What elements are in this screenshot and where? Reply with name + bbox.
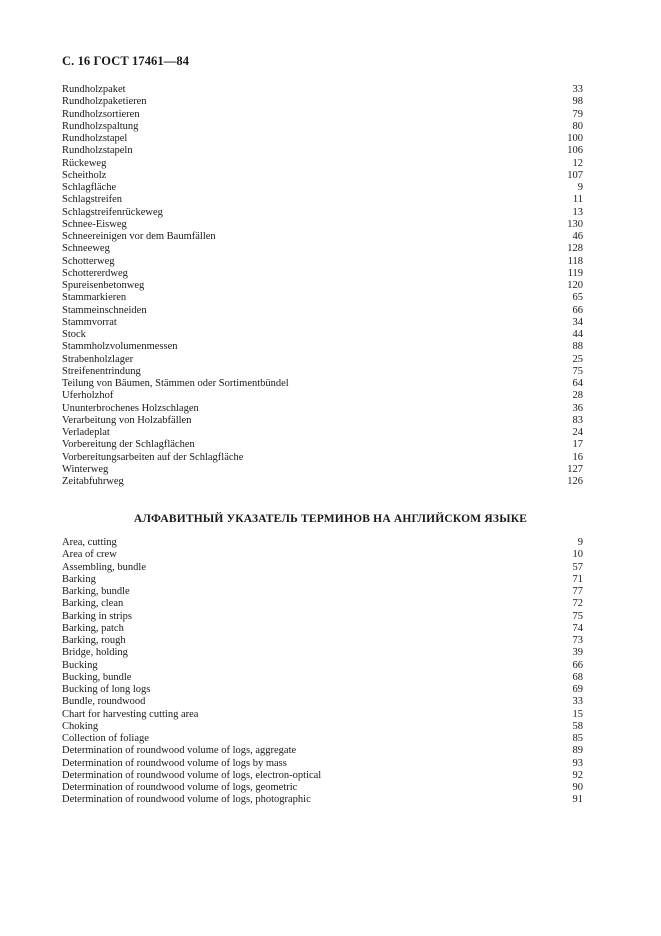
index-term: Schneeweg [62, 243, 110, 255]
index-page-number: 89 [572, 745, 583, 757]
index-entry [62, 611, 583, 623]
index-term: Schottererdweg [62, 267, 128, 279]
index-term: Strabenholzlager [62, 353, 134, 365]
index-term: Area of crew [62, 549, 117, 561]
index-entry [62, 121, 583, 133]
index-term: Determination of roundwood volume of logs, electron-optical [62, 769, 322, 781]
index-term: Barking in strips [62, 610, 132, 622]
index-entry [62, 562, 583, 574]
index-entry [62, 207, 583, 219]
index-page-number: 13 [572, 206, 583, 218]
index-page-number: 25 [572, 353, 583, 365]
index-term: Verarbeitung von Holzabfällen [62, 414, 192, 426]
index-page-number: 28 [572, 390, 583, 402]
index-page-number: 80 [572, 120, 583, 132]
index-entry [62, 268, 583, 280]
index-term: Stammholzvolumenmessen [62, 341, 178, 353]
index-page-number: 66 [572, 659, 583, 671]
index-page-number: 11 [572, 194, 583, 206]
index-page-number: 126 [567, 476, 583, 487]
index-term: Determination of roundwood volume of logs, geometric [62, 782, 298, 793]
index-entry [62, 598, 583, 610]
index-entry [62, 439, 583, 451]
index-term: Bundle, roundwood [62, 696, 146, 708]
index-page-number: 36 [572, 402, 583, 414]
index-page-number: 119 [567, 267, 583, 279]
index-entry [62, 574, 583, 586]
index-page-number: 107 [567, 169, 583, 181]
index-entry [62, 243, 583, 255]
index-page-number: 66 [572, 304, 583, 316]
index-term: Determination of roundwood volume of logs, aggregate [62, 745, 297, 757]
index-term: Bridge, holding [62, 647, 128, 659]
index-page-number: 83 [572, 414, 583, 426]
index-page-number: 33 [572, 84, 583, 95]
index-page-number: 85 [572, 733, 583, 744]
index-entry [62, 390, 583, 402]
index-page-number: 9 [577, 537, 583, 548]
index-term: Stock [62, 329, 86, 340]
index-term: Bucking [62, 659, 98, 671]
index-page-number: 73 [572, 635, 583, 646]
german-term-index [62, 84, 583, 488]
index-page-number: 15 [572, 708, 583, 720]
index-term: Streifenentrindung [62, 365, 141, 377]
index-term: Barking [62, 573, 96, 585]
index-page-number: 65 [572, 292, 583, 304]
index-entry [62, 672, 583, 684]
index-entry [62, 329, 583, 341]
index-page-number: 44 [572, 329, 583, 340]
index-page-number: 91 [572, 794, 583, 806]
index-page-number: 92 [572, 769, 583, 781]
index-term: Schlagfläche [62, 182, 117, 193]
index-term: Spureisenbetonweg [62, 280, 145, 291]
index-term: Bucking, bundle [62, 671, 132, 683]
index-term: Teilung von Bäumen, Stämmen oder Sortimentbündel [62, 378, 289, 389]
index-term: Rückeweg [62, 157, 107, 169]
index-term: Barking, clean [62, 598, 124, 610]
index-entry [62, 758, 583, 770]
index-entry [62, 219, 583, 231]
index-page-number: 72 [572, 598, 583, 610]
index-entry [62, 696, 583, 708]
index-entry [62, 733, 583, 745]
index-page-number: 46 [572, 231, 583, 242]
index-page-number: 79 [572, 108, 583, 120]
index-page-number: 74 [572, 622, 583, 634]
index-entry [62, 709, 583, 721]
index-page-number: 118 [567, 255, 583, 267]
index-page-number: 58 [572, 720, 583, 732]
index-page-number: 68 [572, 671, 583, 683]
index-term: Schnee-Eisweg [62, 218, 127, 230]
index-page-number: 90 [572, 782, 583, 793]
index-term: Collection of foliage [62, 733, 149, 744]
index-page-number: 33 [572, 696, 583, 708]
index-term: Rundholzpaket [62, 84, 126, 95]
index-term: Scheitholz [62, 169, 107, 181]
index-entry [62, 745, 583, 757]
index-term: Rundholzspaltung [62, 120, 139, 132]
index-term: Stammeinschneiden [62, 304, 147, 316]
index-entry [62, 403, 583, 415]
index-entry [62, 452, 583, 464]
index-entry [62, 660, 583, 672]
index-term: Winterweg [62, 463, 109, 475]
index-page-number: 120 [567, 280, 583, 291]
index-entry [62, 133, 583, 145]
index-page-number: 93 [572, 757, 583, 769]
index-term: Zeitabfuhrweg [62, 476, 124, 487]
index-page-number: 98 [572, 96, 583, 108]
english-term-index [62, 537, 583, 807]
index-term: Barking, bundle [62, 586, 130, 597]
index-entry [62, 170, 583, 182]
index-term: Bucking of long logs [62, 684, 151, 695]
index-page-number: 12 [572, 157, 583, 169]
index-term: Uferholzhof [62, 390, 114, 402]
index-page-number: 34 [572, 316, 583, 328]
index-term: Rundholzpaketieren [62, 96, 147, 108]
index-entry [62, 145, 583, 157]
index-term: Vorbereitungsarbeiten auf der Schlagfläche [62, 451, 244, 463]
index-term: Schlagstreifen [62, 194, 123, 206]
index-entry [62, 721, 583, 733]
index-term: Rundholzstapel [62, 133, 128, 144]
index-entry [62, 366, 583, 378]
index-entry [62, 96, 583, 108]
index-term: Stammvorrat [62, 316, 117, 328]
index-term: Rundholzstapeln [62, 145, 133, 157]
index-entry [62, 635, 583, 647]
index-entry [62, 684, 583, 696]
index-page-number: 75 [572, 610, 583, 622]
index-page-number: 64 [572, 378, 583, 389]
index-page-number: 75 [572, 365, 583, 377]
index-page-number: 71 [572, 573, 583, 585]
index-entry [62, 537, 583, 549]
page-header: С. 16 ГОСТ 17461—84 [62, 54, 190, 68]
index-term: Schotterweg [62, 255, 115, 267]
index-entry [62, 464, 583, 476]
index-entry [62, 84, 583, 96]
index-page-number: 106 [567, 145, 583, 157]
index-term: Vorbereitung der Schlagflächen [62, 439, 195, 451]
index-entry [62, 476, 583, 488]
index-page-number: 10 [572, 549, 583, 561]
index-page-number: 24 [572, 427, 583, 438]
index-page-number: 9 [577, 182, 583, 193]
index-entry [62, 378, 583, 390]
index-term: Stammarkieren [62, 292, 127, 304]
index-term: Barking, rough [62, 635, 126, 646]
index-page-number: 16 [572, 451, 583, 463]
index-entry [62, 770, 583, 782]
index-page-number: 127 [567, 463, 583, 475]
index-entry [62, 317, 583, 329]
index-term: Choking [62, 720, 99, 732]
index-term: Ununterbrochenes Holzschlagen [62, 402, 199, 414]
index-entry [62, 305, 583, 317]
index-page-number: 88 [572, 341, 583, 353]
index-page-number: 130 [567, 218, 583, 230]
index-page-number: 128 [567, 243, 583, 255]
index-entry [62, 292, 583, 304]
index-entry [62, 586, 583, 598]
index-entry [62, 194, 583, 206]
index-entry [62, 782, 583, 794]
index-term: Barking, patch [62, 622, 124, 634]
index-page-number: 57 [572, 561, 583, 573]
index-page-number: 100 [567, 133, 583, 144]
index-term: Schlagstreifenrückeweg [62, 206, 163, 218]
index-page-number: 39 [572, 647, 583, 659]
index-term: Determination of roundwood volume of logs, photographic [62, 794, 311, 806]
index-term: Assembling, bundle [62, 561, 146, 573]
index-entry [62, 109, 583, 121]
index-term: Determination of roundwood volume of logs by mass [62, 757, 287, 769]
index-entry [62, 280, 583, 292]
index-term: Chart for harvesting cutting area [62, 708, 199, 720]
index-entry [62, 623, 583, 635]
index-entry [62, 182, 583, 194]
index-term: Rundholzsortieren [62, 108, 140, 120]
index-entry [62, 647, 583, 659]
index-entry [62, 158, 583, 170]
english-index-heading: АЛФАВИТНЫЙ УКАЗАТЕЛЬ ТЕРМИНОВ НА АНГЛИЙСКОМ ЯЗЫКЕ [133, 513, 528, 525]
index-term: Schneereinigen vor dem Baumfällen [62, 231, 216, 242]
index-page-number: 17 [572, 439, 583, 451]
index-term: Area, cutting [62, 537, 117, 548]
index-entry [62, 427, 583, 439]
index-page-number: 77 [572, 586, 583, 597]
index-term: Verladeplat [62, 427, 110, 438]
index-entry [62, 231, 583, 243]
index-entry [62, 256, 583, 268]
index-page-number: 69 [572, 684, 583, 695]
index-entry [62, 415, 583, 427]
index-entry [62, 549, 583, 561]
index-entry [62, 794, 583, 806]
index-entry [62, 341, 583, 353]
index-entry [62, 354, 583, 366]
